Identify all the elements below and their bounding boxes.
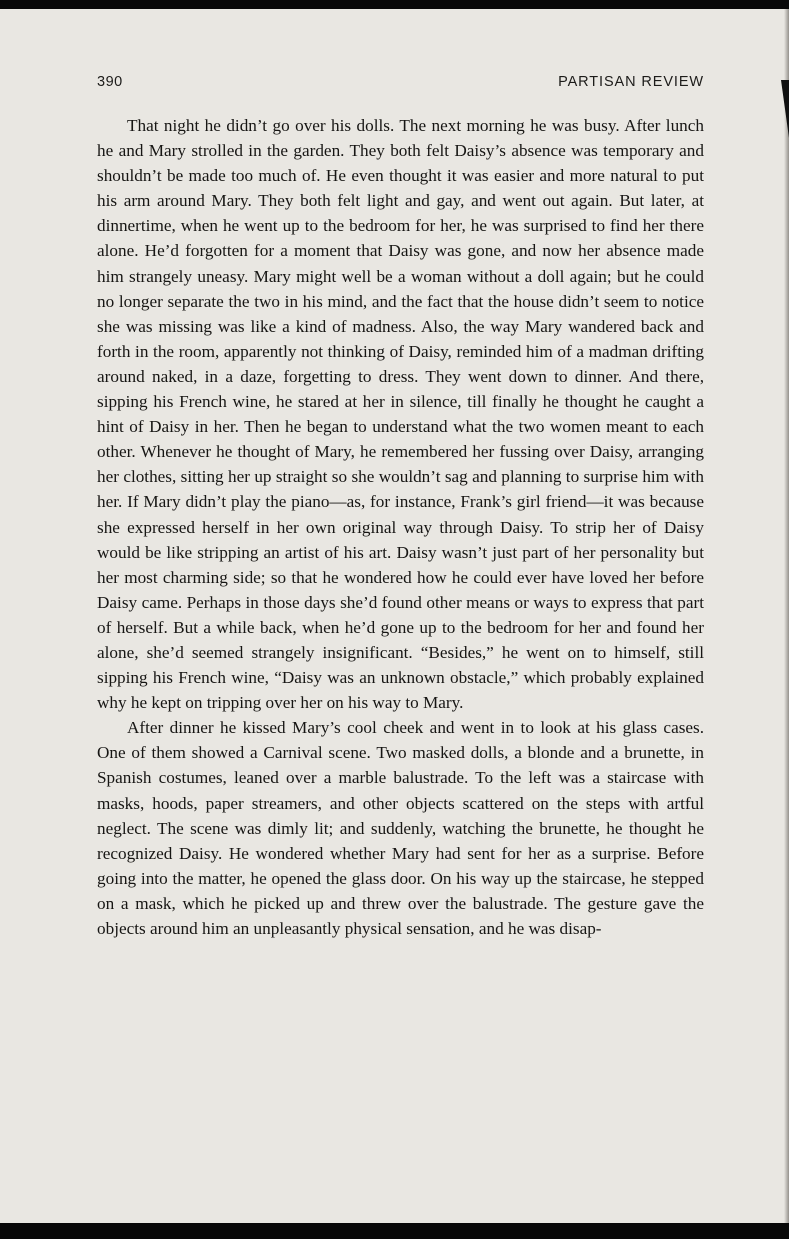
running-header bbox=[97, 74, 704, 90]
scan-edge-top bbox=[0, 0, 789, 9]
page-number: 390 bbox=[97, 74, 123, 90]
paragraph-2: After dinner he kissed Mary’s cool cheek and went in to look at his glass cases. One of them showed a Carnival scene. Two masked dolls, a blonde and a brunette, in Spanish costumes, leaned over a marble balustrade. To the left was a staircase with masks, hoods, paper streamers, and other objects scattered on the steps with artful neglect. The scene was dimly lit; and suddenly, watching the brunette, he thought he recognized Daisy. He wondered whether Mary had sent for her as a surprise. Before going into the matter, he opened the glass door. On his way up the staircase, he stepped on a mask, which he picked up and threw over the balustrade. The gesture gave the objects around him an unpleasantly physical sensation, and he was disap- bbox=[97, 718, 704, 938]
scan-edge-right bbox=[784, 9, 789, 1223]
scan-edge-bottom bbox=[0, 1223, 789, 1239]
journal-title: PARTISAN REVIEW bbox=[558, 74, 704, 90]
paragraph-1: That night he didn’t go over his dolls. The next morning he was busy. After lunch he and Mary strolled in the garden. They both felt Daisy’s absence was temporary and shouldn’t be made too much of. He even thought it was easier and more natural to put his arm around Mary. They both felt light and gay, and went out again. But later, at dinnertime, when he went up to the bedroom for her, he was surprised to find her there alone. He’d forgotten for a moment that Daisy was gone, and now her absence made him strangely uneasy. Mary might well be a woman without a doll again; but he could no longer separate the two in his mind, and the fact that the house didn’t seem to notice she was missing was like a kind of madness. Also, the way Mary wandered back and forth in the room, apparently not thinking of Daisy, reminded him of a madman drifting around naked, in a daze, forgetting to dress. They went down to dinner. And there, sipping his French wine, he stared at her in silence, till finally he thought he caught a hint of Daisy in her. Then he began to understand what the two women meant to each other. Whenever he thought of Mary, he remembered her fussing over Daisy, arranging her clothes, sitting her up straight so she wouldn’t sag and planning to surprise him with her. If Mary didn’t play the piano—as, for instance, Frank’s girl friend—it was because she expressed herself in her own original way through Daisy. To strip her of Daisy would be like stripping an artist of his art. Daisy wasn’t just part of her personality but her most charming side; so that he wondered how he could ever have loved her before Daisy came. Perhaps in those days she’d found other means or ways to express that part of herself. But a while back, when he’d gone up to the bedroom for her and found her alone, she’d seemed strangely insignificant. “Besides,” he went on to himself, still sipping his French wine, “Daisy was an unknown obstacle,” which probably explained why he kept on tripping over her on his way to Mary. bbox=[97, 116, 704, 713]
body-text bbox=[97, 113, 704, 941]
page-content bbox=[97, 74, 704, 941]
